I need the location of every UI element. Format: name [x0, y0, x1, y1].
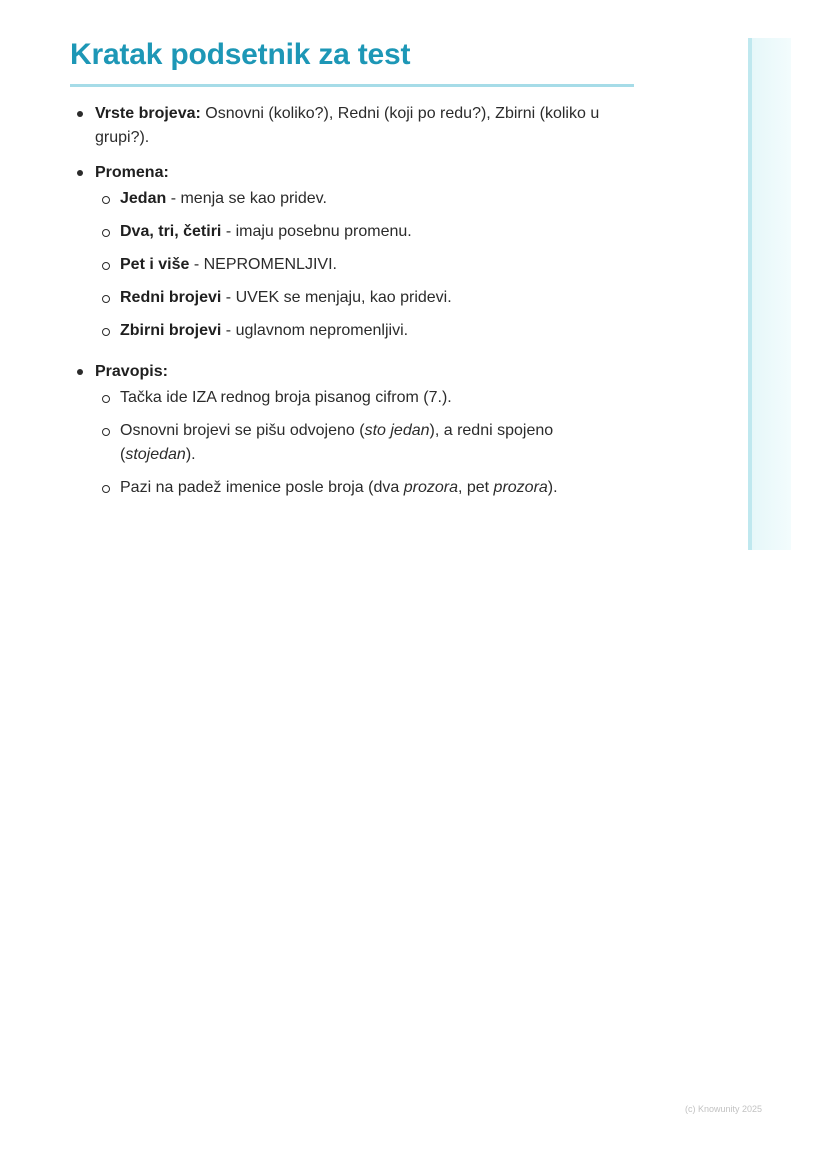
- sub-item: [95, 286, 630, 310]
- sub-item: [95, 220, 630, 244]
- item-label: Vrste brojeva:: [95, 105, 201, 122]
- sub-item-bold: Dva, tri, četiri: [120, 223, 222, 240]
- sub-item-italic: stojedan: [125, 446, 186, 463]
- item-text: Osnovni (koliko?), Redni (koji po redu?), Zbirni (koliko u grupi?).: [95, 105, 600, 146]
- sub-item-italic: prozora: [493, 479, 548, 496]
- list-item-pravopis: [70, 360, 630, 500]
- side-accent-panel: [748, 38, 791, 550]
- sub-item-text: Pazi na padež imenice posle broja (dva: [120, 479, 404, 496]
- sub-item-text: Osnovni brojevi se pišu odvojeno (: [120, 422, 365, 439]
- sub-item: [95, 419, 630, 467]
- list-item-promena: [70, 161, 630, 343]
- sub-item-italic: prozora: [403, 479, 458, 496]
- sub-item-text: , pet: [457, 479, 494, 496]
- page-title: Kratak podsetnik za test: [70, 38, 411, 71]
- bullet-list: [70, 102, 630, 500]
- sub-item: [95, 319, 630, 343]
- sub-item: [95, 386, 630, 410]
- sub-item-text: ).: [185, 446, 196, 463]
- item-label: Promena:: [95, 164, 169, 181]
- title-underline: [70, 84, 634, 87]
- sub-item-bold: Zbirni brojevi: [120, 322, 222, 339]
- sub-item-bold: Redni brojevi: [120, 289, 222, 306]
- sub-item-text: - menja se kao pridev.: [166, 190, 327, 207]
- sub-item-text: - UVEK se menjaju, kao pridevi.: [221, 289, 452, 306]
- sub-item: [95, 253, 630, 277]
- sub-item-text: Tačka ide IZA rednog broja pisanog cifrom (7.).: [120, 389, 452, 406]
- sub-list-pravopis: [95, 386, 630, 500]
- sub-item: [95, 476, 630, 500]
- item-label: Pravopis:: [95, 363, 168, 380]
- sub-item-bold: Jedan: [120, 190, 167, 207]
- sub-item-text: ).: [547, 479, 558, 496]
- sub-item-bold: Pet i više: [120, 256, 190, 273]
- sub-item-text: - uglavnom nepromenljivi.: [221, 322, 409, 339]
- sub-item: [95, 187, 630, 211]
- sub-item-text: - NEPROMENLJIVI.: [189, 256, 337, 273]
- list-item-vrste-brojeva: [70, 102, 630, 150]
- sub-item-italic: sto jedan: [364, 422, 430, 439]
- sub-item-text: - imaju posebnu promenu.: [221, 223, 412, 240]
- footer-copyright: (c) Knowunity 2025: [685, 1104, 763, 1114]
- sub-list-promena: [95, 187, 630, 343]
- sub-item-text: ), a redni spojeno (: [120, 422, 554, 463]
